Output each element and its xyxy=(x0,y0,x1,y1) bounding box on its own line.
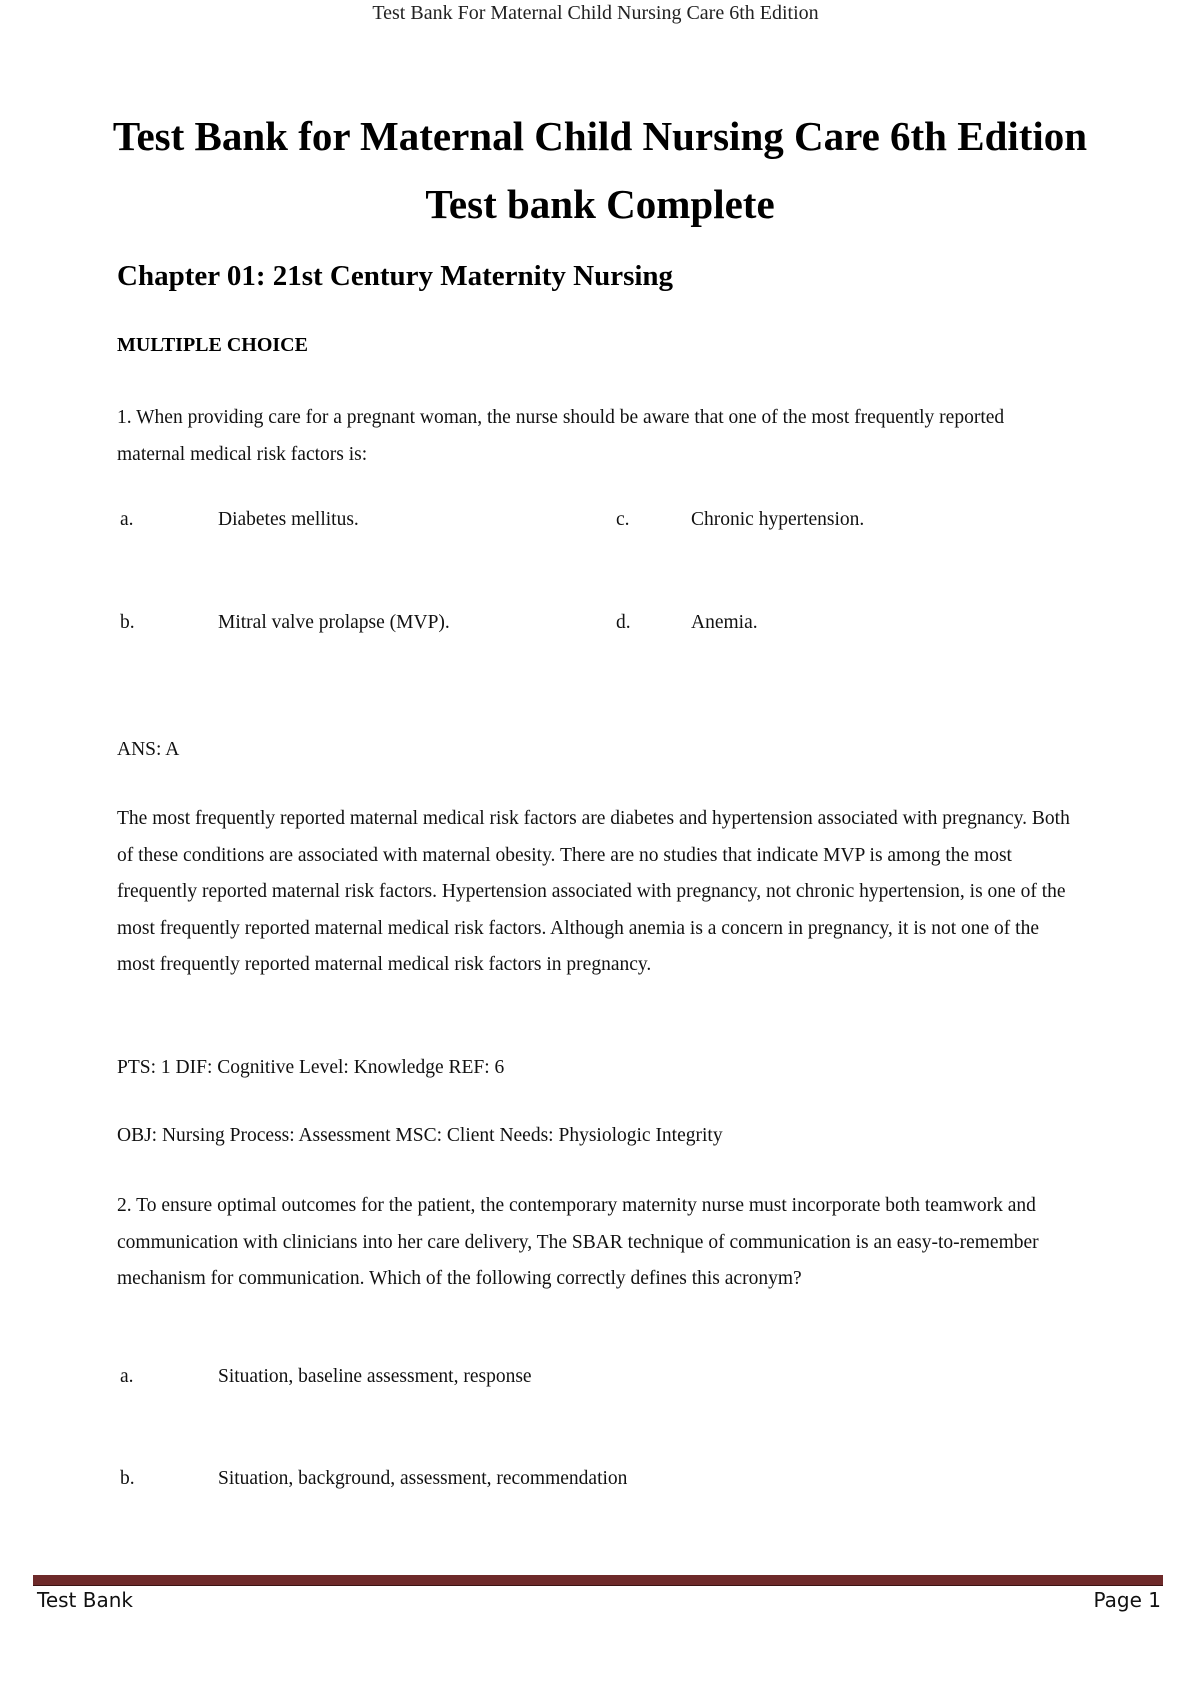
question-2-stem: 2. To ensure optimal outcomes for the patient, the contemporary maternity nurse must incorporate both teamwork and communication with clinicians into her care delivery, The SBAR technique of communication is an easy-to-remember mechanism for communication. Which of the following correctly defines this acronym? xyxy=(117,1195,1039,1289)
question-2-option-b-text: Situation, background, assessment, recommendation xyxy=(218,1468,628,1489)
question-2-option-a-letter: a. xyxy=(120,1366,134,1387)
running-header: Test Bank For Maternal Child Nursing Care 6th Edition xyxy=(372,2,819,24)
document-title: Test Bank for Maternal Child Nursing Care 6th Edition xyxy=(112,113,1088,159)
question-1-option-a-letter: a. xyxy=(120,509,134,530)
chapter-heading: Chapter 01: 21st Century Maternity Nursing xyxy=(117,260,674,292)
question-1-option-c-letter: c. xyxy=(616,509,630,530)
question-2-option-b-letter: b. xyxy=(120,1468,135,1489)
question-1-option-a-text: Diabetes mellitus. xyxy=(218,509,359,530)
question-1-option-b-text: Mitral valve prolapse (MVP). xyxy=(218,612,450,633)
question-1-answer: ANS: A xyxy=(117,739,180,760)
section-heading: MULTIPLE CHOICE xyxy=(117,334,308,356)
question-1-rationale: The most frequently reported maternal medical risk factors are diabetes and hypertension associated with pregnancy. Both of these conditions are associated with maternal obesity. There are no studies that indicate MVP is among the most frequently reported maternal risk factors. Hypertension associated with pregnancy, not chronic hypertension, is one of the most frequently reported maternal medical risk factors. Although anemia is a concern in pregnancy, it is not one of the most frequently reported maternal medical risk factors in pregnancy. xyxy=(117,808,1070,975)
question-1-meta-points: PTS: 1 DIF: Cognitive Level: Knowledge REF: 6 xyxy=(117,1057,505,1078)
page-number: Page 1 xyxy=(1093,1588,1161,1612)
footer-divider xyxy=(33,1575,1163,1586)
question-1-option-d-text: Anemia. xyxy=(691,612,758,633)
document-subtitle: Test bank Complete xyxy=(425,181,775,227)
question-1-option-b-letter: b. xyxy=(120,612,135,633)
question-1-option-d-letter: d. xyxy=(616,612,631,633)
question-1-option-c-text: Chronic hypertension. xyxy=(691,509,865,530)
question-1-stem: 1. When providing care for a pregnant woman, the nurse should be aware that one of the most frequently reported maternal medical risk factors is: xyxy=(117,407,1005,465)
question-2-option-a-text: Situation, baseline assessment, response xyxy=(218,1366,532,1387)
question-1-meta-objective: OBJ: Nursing Process: Assessment MSC: Client Needs: Physiologic Integrity xyxy=(117,1125,723,1146)
footer-label: Test Bank xyxy=(37,1588,133,1612)
